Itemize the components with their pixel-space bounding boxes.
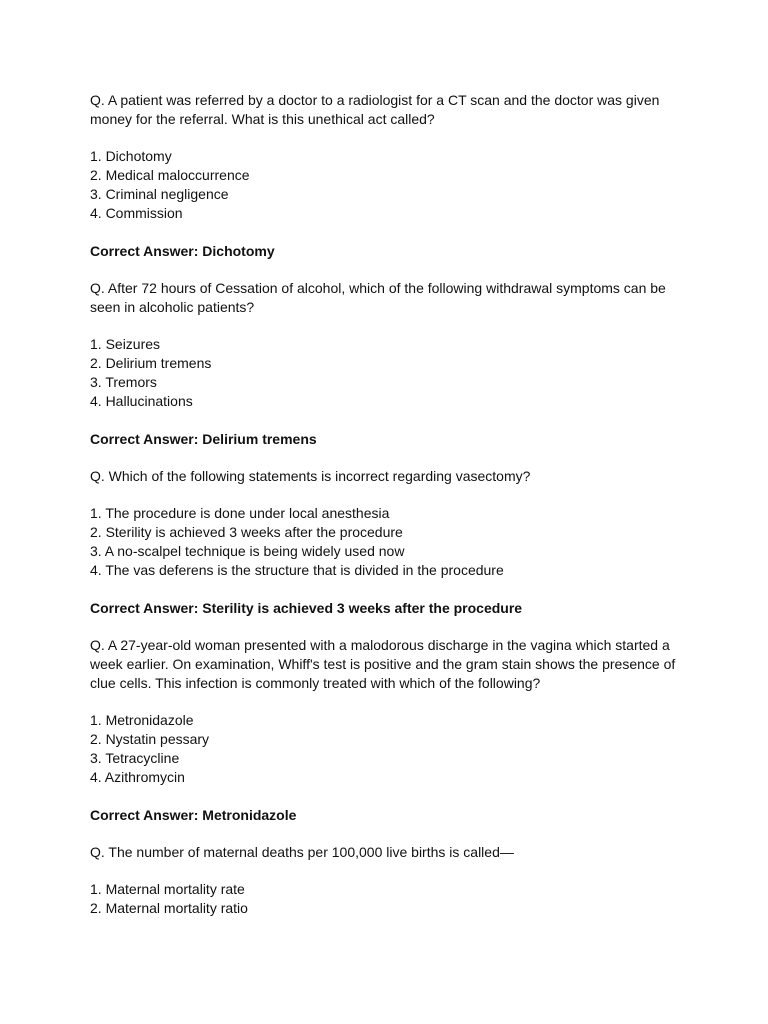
option-item: 1. The procedure is done under local anesthesia <box>90 505 390 521</box>
option-item: 2. Sterility is achieved 3 weeks after the procedure <box>90 524 403 540</box>
option-item: 3. Criminal negligence <box>90 186 229 202</box>
option-item: 1. Metronidazole <box>90 712 194 728</box>
correct-answer: Correct Answer: Metronidazole <box>90 807 297 823</box>
document-page <box>90 91 680 937</box>
option-item: 2. Delirium tremens <box>90 355 212 371</box>
options-list <box>90 335 680 411</box>
correct-answer: Correct Answer: Delirium tremens <box>90 431 317 447</box>
question-text: Q. The number of maternal deaths per 100,000 live births is called— <box>90 844 514 860</box>
option-item: 4. Commission <box>90 205 183 221</box>
question-text: Q. After 72 hours of Cessation of alcohol, which of the following withdrawal symptoms can be seen in alcoholic patients? <box>90 280 666 315</box>
question-text: Q. A 27-year-old woman presented with a malodorous discharge in the vagina which started a week earlier. On examination, Whiff's test is positive and the gram stain shows the presence of clue cells. This infection is commonly treated with which of the following? <box>90 637 676 691</box>
option-item: 3. Tetracycline <box>90 750 180 766</box>
option-item: 4. Hallucinations <box>90 393 193 409</box>
options-list <box>90 880 680 918</box>
option-item: 2. Maternal mortality ratio <box>90 900 248 916</box>
option-item: 2. Medical maloccurrence <box>90 167 250 183</box>
question-block-2 <box>90 279 680 449</box>
correct-answer: Correct Answer: Sterility is achieved 3 weeks after the procedure <box>90 600 523 616</box>
option-item: 1. Maternal mortality rate <box>90 881 245 897</box>
options-list <box>90 504 680 580</box>
options-list <box>90 147 680 223</box>
option-item: 1. Dichotomy <box>90 148 172 164</box>
options-list <box>90 711 680 787</box>
option-item: 4. The vas deferens is the structure that is divided in the procedure <box>90 562 504 578</box>
correct-answer: Correct Answer: Dichotomy <box>90 243 275 259</box>
question-block-5 <box>90 843 680 918</box>
question-block-1 <box>90 91 680 261</box>
option-item: 4. Azithromycin <box>90 769 185 785</box>
option-item: 3. A no-scalpel technique is being widely used now <box>90 543 405 559</box>
question-text: Q. Which of the following statements is incorrect regarding vasectomy? <box>90 468 531 484</box>
question-block-3 <box>90 467 680 618</box>
option-item: 2. Nystatin pessary <box>90 731 210 747</box>
question-block-4 <box>90 636 680 825</box>
option-item: 3. Tremors <box>90 374 157 390</box>
option-item: 1. Seizures <box>90 336 161 352</box>
question-text: Q. A patient was referred by a doctor to a radiologist for a CT scan and the doctor was given money for the referral. What is this unethical act called? <box>90 92 660 127</box>
